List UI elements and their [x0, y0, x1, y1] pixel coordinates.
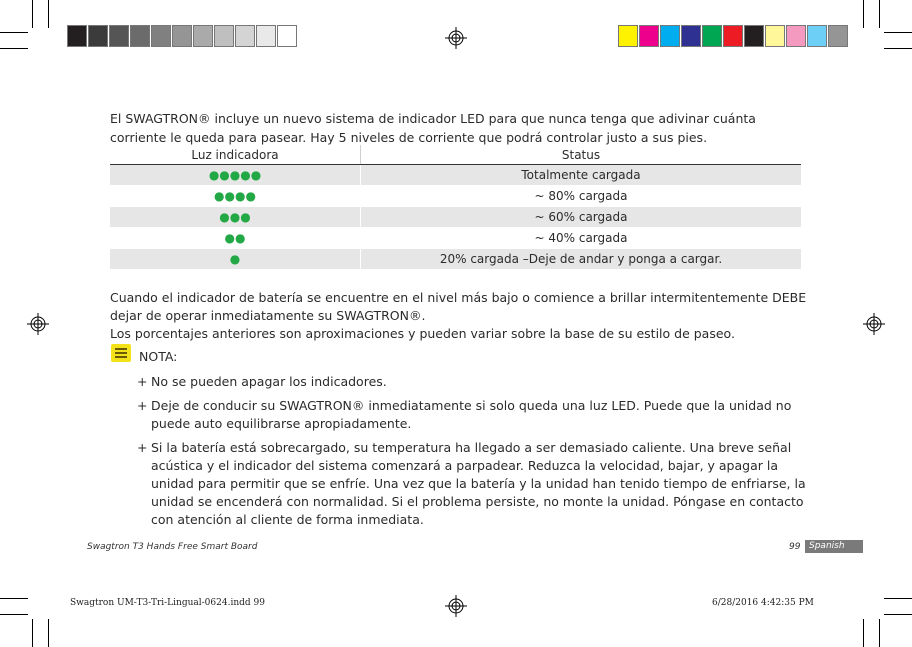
registration-mark-icon	[863, 313, 885, 335]
crop-mark	[32, 619, 33, 647]
page-number: 99	[789, 542, 801, 552]
gray-swatch	[88, 25, 108, 47]
list-item	[137, 397, 817, 433]
crop-mark	[32, 0, 33, 28]
led-lights: ●●●●	[110, 186, 361, 207]
process-color-bar	[618, 25, 849, 47]
plus-icon: +	[137, 440, 148, 455]
crop-mark	[879, 0, 880, 28]
registration-mark-icon	[445, 27, 467, 49]
table-row	[110, 165, 801, 186]
battery-warning	[110, 289, 810, 343]
gray-swatch	[193, 25, 213, 47]
footer-title: Swagtron T3 Hands Free Smart Board	[87, 542, 258, 552]
gray-swatch	[256, 25, 276, 47]
color-swatch	[807, 25, 827, 47]
list-item-text: Deje de conducir su SWAGTRON® inmediatamente si solo queda una luz LED. Puede que la unidad no puede auto equilibrarse apropiadamente.	[151, 398, 792, 431]
warning-line: Cuando el indicador de batería se encuentre en el nivel más bajo o comience a brillar intermitentemente DEBE dejar de operar inmediatamente su SWAGTRON®.	[110, 290, 807, 323]
crop-mark	[884, 614, 912, 615]
color-swatch	[681, 25, 701, 47]
color-swatch	[828, 25, 848, 47]
registration-mark-icon	[27, 313, 49, 335]
list-item-text: Si la batería está sobrecargado, su temperatura ha llegado a ser demasiado caliente. Una breve señal acústica y el indicador del sistema comenzará a parpadear. Reduzca la velocidad, bajar, y apagar la unidad para permitir que se enfríe. Una vez que la batería y la unidad han tenido tiempo de enfriarse, la unidad se encenderá con normalidad. Si el problema persiste, no monte la unidad. Póngase en contacto con atención al cliente de forma inmediata.	[151, 440, 806, 527]
warning-line: Los porcentajes anteriores son aproximaciones y pueden variar sobre la base de su estilo de paseo.	[110, 326, 735, 341]
table-row	[110, 186, 801, 207]
crop-mark	[884, 598, 912, 599]
crop-mark	[48, 0, 49, 28]
color-swatch	[786, 25, 806, 47]
color-swatch	[639, 25, 659, 47]
color-swatch	[660, 25, 680, 47]
crop-mark	[884, 32, 912, 33]
crop-mark	[863, 0, 864, 28]
battery-indicator-table	[110, 145, 801, 269]
status-text: ~ 40% cargada	[361, 228, 802, 249]
date-slug: 6/28/2016 4:42:35 PM	[712, 598, 814, 608]
color-swatch	[765, 25, 785, 47]
note-label: NOTA:	[139, 349, 178, 364]
column-header-indicator: Luz indicadora	[110, 145, 361, 165]
table-row	[110, 249, 801, 270]
led-lights: ●●●	[110, 207, 361, 228]
list-item	[137, 439, 817, 529]
gray-swatch	[109, 25, 129, 47]
language-tab: Spanish	[805, 540, 863, 553]
crop-mark	[48, 619, 49, 647]
registration-mark-icon	[445, 595, 467, 617]
list-item	[137, 373, 817, 391]
crop-mark	[863, 619, 864, 647]
list-item-text: No se pueden apagar los indicadores.	[151, 374, 387, 389]
gray-color-bar	[67, 25, 298, 47]
led-lights: ●●	[110, 228, 361, 249]
status-text: 20% cargada –Deje de andar y ponga a cargar.	[361, 249, 802, 270]
led-lights: ●	[110, 249, 361, 270]
gray-swatch	[214, 25, 234, 47]
crop-mark	[0, 598, 28, 599]
column-header-status: Status	[361, 145, 802, 165]
status-text: ~ 80% cargada	[361, 186, 802, 207]
gray-swatch	[235, 25, 255, 47]
status-text: ~ 60% cargada	[361, 207, 802, 228]
color-swatch	[723, 25, 743, 47]
note-list	[137, 373, 817, 535]
gray-swatch	[67, 25, 87, 47]
crop-mark	[0, 48, 28, 49]
crop-mark	[0, 614, 28, 615]
plus-icon: +	[137, 398, 148, 413]
crop-mark	[884, 48, 912, 49]
gray-swatch	[151, 25, 171, 47]
status-text: Totalmente cargada	[361, 165, 802, 186]
gray-swatch	[172, 25, 192, 47]
color-swatch	[744, 25, 764, 47]
table-header-row	[110, 145, 801, 165]
led-lights: ●●●●●	[110, 165, 361, 186]
gray-swatch	[130, 25, 150, 47]
note-icon	[111, 344, 131, 362]
crop-mark	[879, 619, 880, 647]
color-swatch	[702, 25, 722, 47]
table-row	[110, 207, 801, 228]
color-swatch	[618, 25, 638, 47]
plus-icon: +	[137, 374, 148, 389]
gray-swatch	[277, 25, 297, 47]
crop-mark	[0, 32, 28, 33]
table-row	[110, 228, 801, 249]
file-slug: Swagtron UM-T3-Tri-Lingual-0624.indd 99	[70, 598, 265, 608]
intro-paragraph: El SWAGTRON® incluye un nuevo sistema de indicador LED para que nunca tenga que adivinar cuánta corriente le queda para pasear. Hay 5 niveles de corriente que podrá controlar justo a sus pies.	[110, 111, 756, 145]
